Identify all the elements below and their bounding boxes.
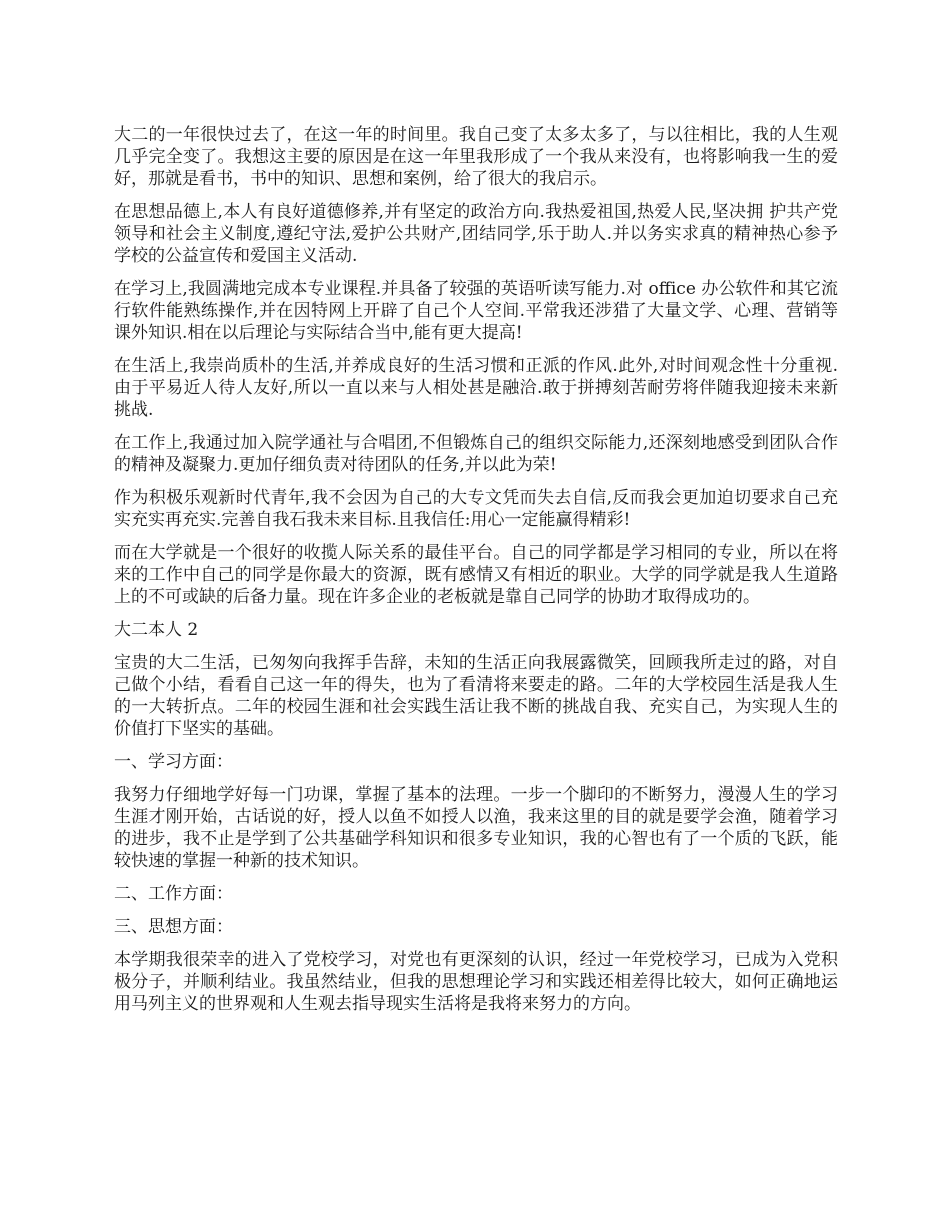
section-heading-2: 大二本人 2 <box>114 620 199 640</box>
paragraph-classmates: 而在大学就是一个很好的收揽人际关系的最佳平台。自己的同学都是学习相同的专业，所以在将来的工作中自己的同学是你最大的资源，既有感情又有相近的职业。大学的同学就是我人生道路上的不可或缺的后备力量。现在许多企业的老板就是靠自己同学的协助才取得成功的。 <box>114 543 838 607</box>
heading-work: 二、工作方面： <box>114 884 233 904</box>
paragraph-study: 在学习上,我圆满地完成本专业课程.并具备了较强的英语听读写能力.对 office 办公软件和其它流行软件能熟练操作,并在因特网上开辟了自己个人空间.平常我还涉猎了大量文学、心理、营销等课外知识.相在以后理论与实际结合当中,能有更大提高! <box>114 279 838 343</box>
paragraph-confidence: 作为积极乐观新时代青年,我不会因为自己的大专文凭而失去自信,反而我会更加迫切要求自己充实充实再充实.完善自我石我未来目标.且我信任:用心一定能赢得精彩! <box>114 488 838 530</box>
paragraph-party-school: 本学期我很荣幸的进入了党校学习，对党也有更深刻的认识，经过一年党校学习，已成为入党积极分子，并顺利结业。我虽然结业，但我的思想理论学习和实践还相差得比较大，如何正确地运用马列主义的世界观和人生观去指导现实生活将是我将来努力的方向。 <box>114 950 838 1014</box>
paragraph-review: 宝贵的大二生活，已匆匆向我挥手告辞，未知的生活正向我展露微笑，回顾我所走过的路，对自己做个小结，看看自己这一年的得失，也为了看清将来要走的路。二年的大学校园生活是我人生的一大转折点。二年的校园生涯和社会实践生活让我不断的挑战自我、充实自己，为实现人生的价值打下坚实的基础。 <box>114 653 838 739</box>
paragraph-work: 在工作上,我通过加入院学通社与合唱团,不但锻炼自己的组织交际能力,还深刻地感受到团队合作的精神及凝聚力.更加仔细负责对待团队的任务,并以此为荣! <box>114 433 838 475</box>
paragraph-study-detail: 我努力仔细地学好每一门功课，掌握了基本的法理。一步一个脚印的不断努力，漫漫人生的学习生涯才刚开始，古话说的好，授人以鱼不如授人以渔，我来这里的目的就是要学会渔，随着学习的进步，我不止是学到了公共基础学科知识和很多专业知识，我的心智也有了一个质的飞跃，能较快速的掌握一种新的技术知识。 <box>114 785 838 871</box>
heading-study: 一、学习方面： <box>114 752 233 772</box>
paragraph-morality: 在思想品德上,本人有良好道德修养,并有坚定的政治方向.我热爱祖国,热爱人民,坚决拥 护共产党领导和社会主义制度,遵纪守法,爱护公共财产,团结同学,乐于助人.并以务实求真的精神热心参予学校的公益宣传和爱国主义活动. <box>114 202 838 266</box>
document-body <box>114 124 838 1026</box>
paragraph-life: 在生活上,我崇尚质朴的生活,并养成良好的生活习惯和正派的作风.此外,对时间观念性十分重视.由于平易近人待人友好,所以一直以来与人相处甚是融洽.敢于拼搏刻苦耐劳将伴随我迎接未来新挑战. <box>114 356 838 420</box>
paragraph-intro: 大二的一年很快过去了，在这一年的时间里。我自己变了太多太多了，与以往相比，我的人生观几乎完全变了。我想这主要的原因是在这一年里我形成了一个我从来没有，也将影响我一生的爱好，那就是看书，书中的知识、思想和案例，给了很大的我启示。 <box>114 125 838 189</box>
heading-thought: 三、思想方面： <box>114 917 233 937</box>
